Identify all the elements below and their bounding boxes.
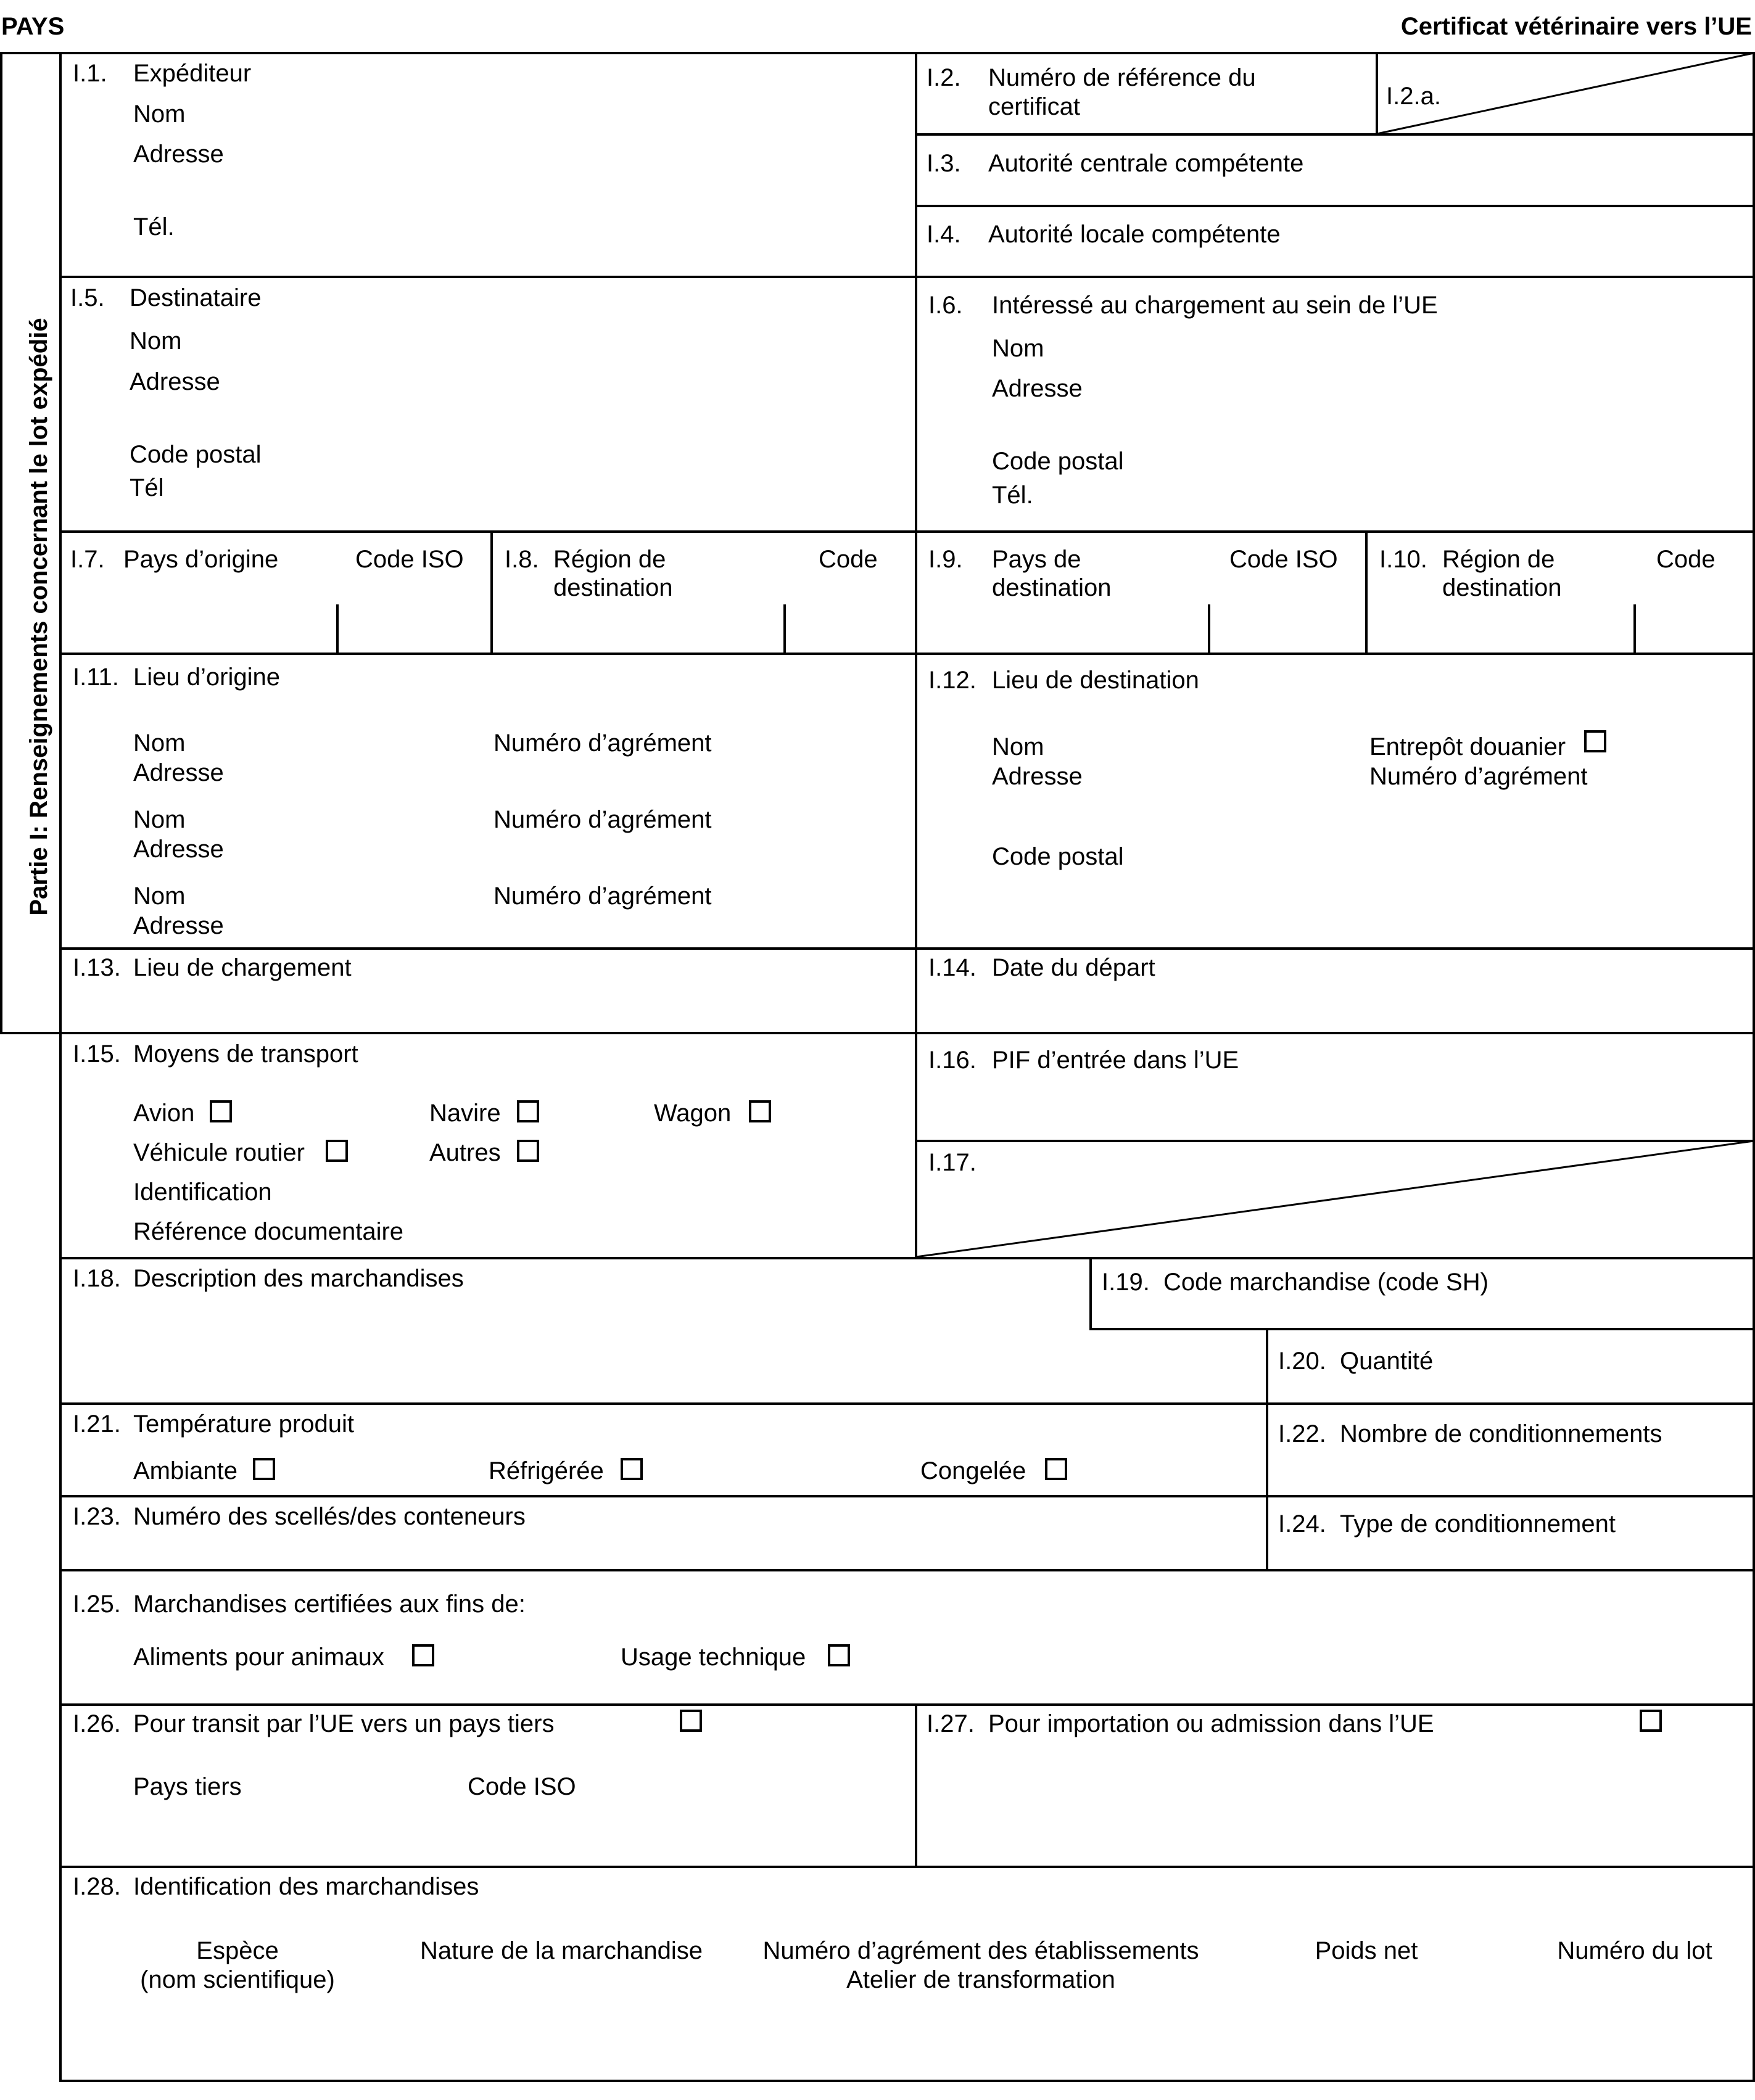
field-num-2a: I.2.a. — [1386, 83, 1441, 110]
certificate-title: Certificat vétérinaire vers l’UE — [1400, 13, 1752, 40]
dest-region-code-label: Code — [819, 546, 878, 573]
processing-plant-header: Atelier de transformation — [846, 1966, 1115, 1993]
field-num-23: I.23. — [73, 1503, 121, 1530]
seal-number-label: Numéro des scellés/des conteneurs — [133, 1503, 526, 1530]
field-num-13: I.13. — [73, 954, 121, 981]
road-vehicle-label: Véhicule routier — [133, 1139, 305, 1166]
sender-address-label: Adresse — [133, 141, 224, 168]
consignee-postal-label: Code postal — [130, 441, 262, 468]
field-num-8: I.8. — [505, 546, 539, 573]
dest-country-iso-label: Code ISO — [1229, 546, 1338, 573]
doc-reference-label: Référence documentaire — [133, 1218, 404, 1245]
customs-warehouse-label: Entrepôt douanier — [1369, 733, 1566, 760]
field-num-4: I.4. — [927, 221, 961, 248]
dest-region2-label-1: Région de — [1442, 546, 1555, 573]
technical-use-checkbox[interactable] — [828, 1644, 850, 1666]
field-num-7: I.7. — [70, 546, 105, 573]
destination-postal-label: Code postal — [992, 843, 1124, 870]
destination-approval-label: Numéro d’agrément — [1369, 763, 1588, 790]
field-num-9: I.9. — [928, 546, 963, 573]
origin-name-label-3: Nom — [133, 883, 186, 910]
certified-purpose-title: Marchandises certifiées aux fins de: — [133, 1591, 526, 1618]
temperature-title: Température produit — [133, 1410, 354, 1438]
import-label: Pour importation ou admission dans l’UE — [988, 1710, 1434, 1737]
origin-approval-label-2: Numéro d’agrément — [493, 806, 712, 833]
origin-iso-label: Code ISO — [355, 546, 464, 573]
dest-region2-label-2: destination — [1442, 574, 1562, 601]
origin-approval-label-1: Numéro d’agrément — [493, 730, 712, 757]
frozen-label: Congelée — [920, 1457, 1026, 1484]
origin-place-title: Lieu d’origine — [133, 664, 280, 691]
field-num-26: I.26. — [73, 1710, 121, 1737]
other-transport-checkbox[interactable] — [517, 1140, 539, 1162]
consignee-phone-label: Tél — [130, 474, 164, 501]
package-type-label: Type de conditionnement — [1340, 1510, 1616, 1538]
identification-label: Identification — [133, 1179, 272, 1206]
origin-name-label-1: Nom — [133, 730, 186, 757]
field-num-25: I.25. — [73, 1591, 121, 1618]
transit-label: Pour transit par l’UE vers un pays tiers — [133, 1710, 555, 1737]
field-num-10: I.10. — [1379, 546, 1427, 573]
field-num-15: I.15. — [73, 1040, 121, 1068]
certificate-ref-label-1: Numéro de référence du — [988, 64, 1256, 91]
sender-title: Expéditeur — [133, 60, 252, 87]
field-num-6: I.6. — [928, 292, 963, 319]
field-num-17: I.17. — [928, 1149, 977, 1176]
ambient-checkbox[interactable] — [253, 1458, 275, 1480]
third-country-iso-label: Code ISO — [468, 1773, 576, 1800]
eu-party-title: Intéressé au chargement au sein de l’UE — [992, 292, 1438, 319]
third-country-label: Pays tiers — [133, 1773, 242, 1800]
field-num-22: I.22. — [1278, 1420, 1326, 1447]
goods-nature-header: Nature de la marchandise — [419, 1937, 703, 1964]
field-num-18: I.18. — [73, 1265, 121, 1292]
origin-name-label-2: Nom — [133, 806, 186, 833]
animal-feed-checkbox[interactable] — [412, 1644, 434, 1666]
sender-name-label: Nom — [133, 101, 186, 128]
consignee-title: Destinataire — [130, 284, 262, 311]
consignee-address-label: Adresse — [130, 368, 220, 395]
field-num-5: I.5. — [70, 284, 105, 311]
field-num-1: I.1. — [73, 60, 107, 87]
field-num-3: I.3. — [927, 150, 961, 177]
field-num-28: I.28. — [73, 1873, 121, 1900]
chilled-label: Réfrigérée — [489, 1457, 604, 1484]
animal-feed-label: Aliments pour animaux — [133, 1644, 384, 1671]
departure-date-label: Date du départ — [992, 954, 1155, 981]
wagon-label: Wagon — [654, 1100, 732, 1127]
dest-region2-code-label: Code — [1656, 546, 1716, 573]
country-header: PAYS — [1, 13, 65, 40]
field-num-24: I.24. — [1278, 1510, 1326, 1538]
ship-checkbox[interactable] — [517, 1100, 539, 1122]
dest-region-label-2: destination — [553, 574, 673, 601]
field-num-11: I.11. — [73, 664, 119, 691]
frozen-checkbox[interactable] — [1045, 1458, 1067, 1480]
technical-use-label: Usage technique — [621, 1644, 806, 1671]
destination-place-title: Lieu de destination — [992, 667, 1199, 694]
quantity-label: Quantité — [1340, 1348, 1434, 1375]
field-num-21: I.21. — [73, 1410, 121, 1438]
wagon-checkbox[interactable] — [749, 1100, 771, 1122]
ambient-label: Ambiante — [133, 1457, 237, 1484]
origin-approval-label-3: Numéro d’agrément — [493, 883, 712, 910]
transport-means-title: Moyens de transport — [133, 1040, 358, 1068]
ship-label: Navire — [429, 1100, 501, 1127]
species-sub-header: (nom scientifique) — [140, 1966, 335, 1993]
field-num-14: I.14. — [928, 954, 977, 981]
dest-country-label-1: Pays de — [992, 546, 1081, 573]
field-num-19: I.19. — [1102, 1269, 1150, 1296]
chilled-checkbox[interactable] — [621, 1458, 643, 1480]
origin-address-label-1: Adresse — [133, 759, 224, 786]
customs-warehouse-checkbox[interactable] — [1584, 730, 1606, 752]
local-authority-label: Autorité locale compétente — [988, 221, 1281, 248]
field-num-27: I.27. — [927, 1710, 975, 1737]
eu-party-name-label: Nom — [992, 335, 1044, 362]
sender-phone-label: Tél. — [133, 213, 175, 241]
goods-description-label: Description des marchandises — [133, 1265, 464, 1292]
part-one-side-label: Partie I: Renseignements concernant le lot expédié — [25, 318, 52, 916]
destination-address-label: Adresse — [992, 763, 1083, 790]
net-weight-header: Poids net — [1315, 1937, 1418, 1964]
field-num-20: I.20. — [1278, 1348, 1326, 1375]
field-num-16: I.16. — [928, 1047, 977, 1074]
hs-code-label: Code marchandise (code SH) — [1163, 1269, 1489, 1296]
certificate-ref-label-2: certificat — [988, 93, 1080, 120]
dest-country-label-2: destination — [992, 574, 1112, 601]
eu-party-postal-label: Code postal — [992, 448, 1124, 475]
other-transport-label: Autres — [429, 1139, 501, 1166]
field-num-12: I.12. — [928, 667, 977, 694]
eu-party-address-label: Adresse — [992, 375, 1083, 402]
goods-identification-title: Identification des marchandises — [133, 1873, 479, 1900]
loading-place-label: Lieu de chargement — [133, 954, 352, 981]
import-checkbox[interactable] — [1640, 1710, 1662, 1732]
road-vehicle-checkbox[interactable] — [326, 1140, 348, 1162]
eu-party-phone-label: Tél. — [992, 482, 1033, 509]
central-authority-label: Autorité centrale compétente — [988, 150, 1304, 177]
origin-address-label-3: Adresse — [133, 912, 224, 939]
batch-number-header: Numéro du lot — [1557, 1937, 1712, 1964]
establishment-approval-header: Numéro d’agrément des établissements — [762, 1937, 1199, 1964]
destination-name-label: Nom — [992, 733, 1044, 760]
bip-entry-label: PIF d’entrée dans l’UE — [992, 1047, 1239, 1074]
plane-label: Avion — [133, 1100, 195, 1127]
origin-country-label: Pays d’origine — [123, 546, 279, 573]
field-num-2: I.2. — [927, 64, 961, 91]
origin-address-label-2: Adresse — [133, 836, 224, 863]
dest-region-label-1: Région de — [553, 546, 666, 573]
plane-checkbox[interactable] — [210, 1100, 232, 1122]
transit-checkbox[interactable] — [680, 1710, 702, 1732]
species-header: Espèce — [196, 1937, 279, 1964]
package-count-label: Nombre de conditionnements — [1340, 1420, 1662, 1447]
consignee-name-label: Nom — [130, 327, 182, 355]
